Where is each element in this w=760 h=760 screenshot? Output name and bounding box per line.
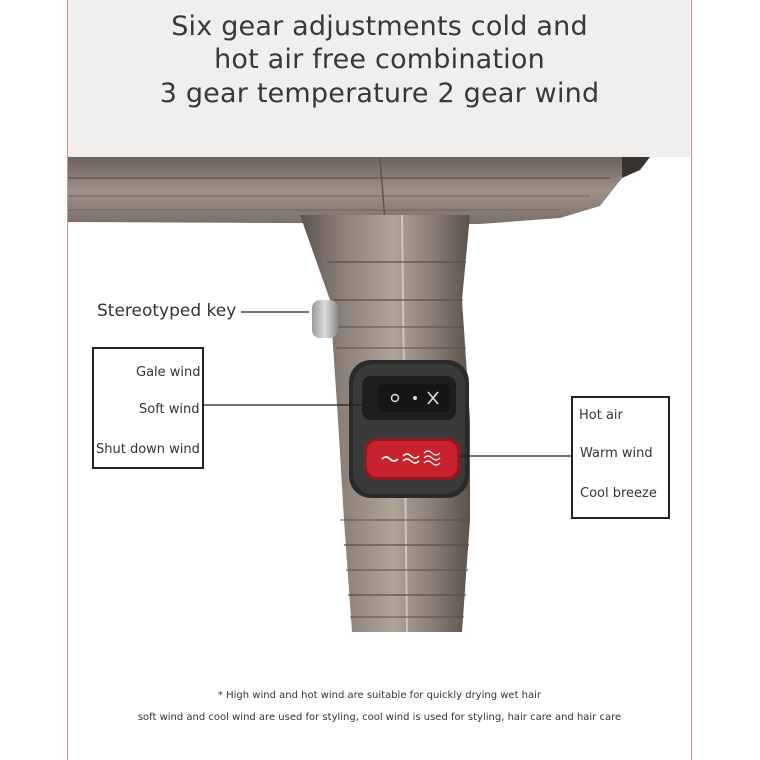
stereotyped-key-label: Stereotyped key bbox=[97, 301, 237, 321]
warm-wind-label: Warm wind bbox=[580, 446, 653, 461]
shut-down-wind-label: Shut down wind bbox=[96, 442, 200, 457]
soft-wind-label: Soft wind bbox=[139, 402, 200, 417]
cool-breeze-label: Cool breeze bbox=[580, 486, 657, 501]
stereotyped-key bbox=[312, 300, 338, 338]
title-line-1: Six gear adjustments cold and bbox=[171, 11, 588, 42]
title-line-2: hot air free combination bbox=[214, 44, 545, 75]
hot-air-label: Hot air bbox=[579, 408, 623, 423]
gale-wind-label: Gale wind bbox=[136, 365, 201, 380]
wind-modes-box bbox=[92, 347, 204, 469]
title-line-3: 3 gear temperature 2 gear wind bbox=[159, 78, 600, 109]
heat-modes-box bbox=[571, 396, 670, 519]
dryer-barrel bbox=[68, 157, 650, 224]
footnote-line-2: soft wind and cool wind are used for styling, cool wind is used for styling, hair care and hair care bbox=[137, 712, 622, 723]
footnote-line-1: * High wind and hot wind are suitable for quickly drying wet hair bbox=[217, 690, 542, 701]
control-panel bbox=[349, 360, 469, 498]
